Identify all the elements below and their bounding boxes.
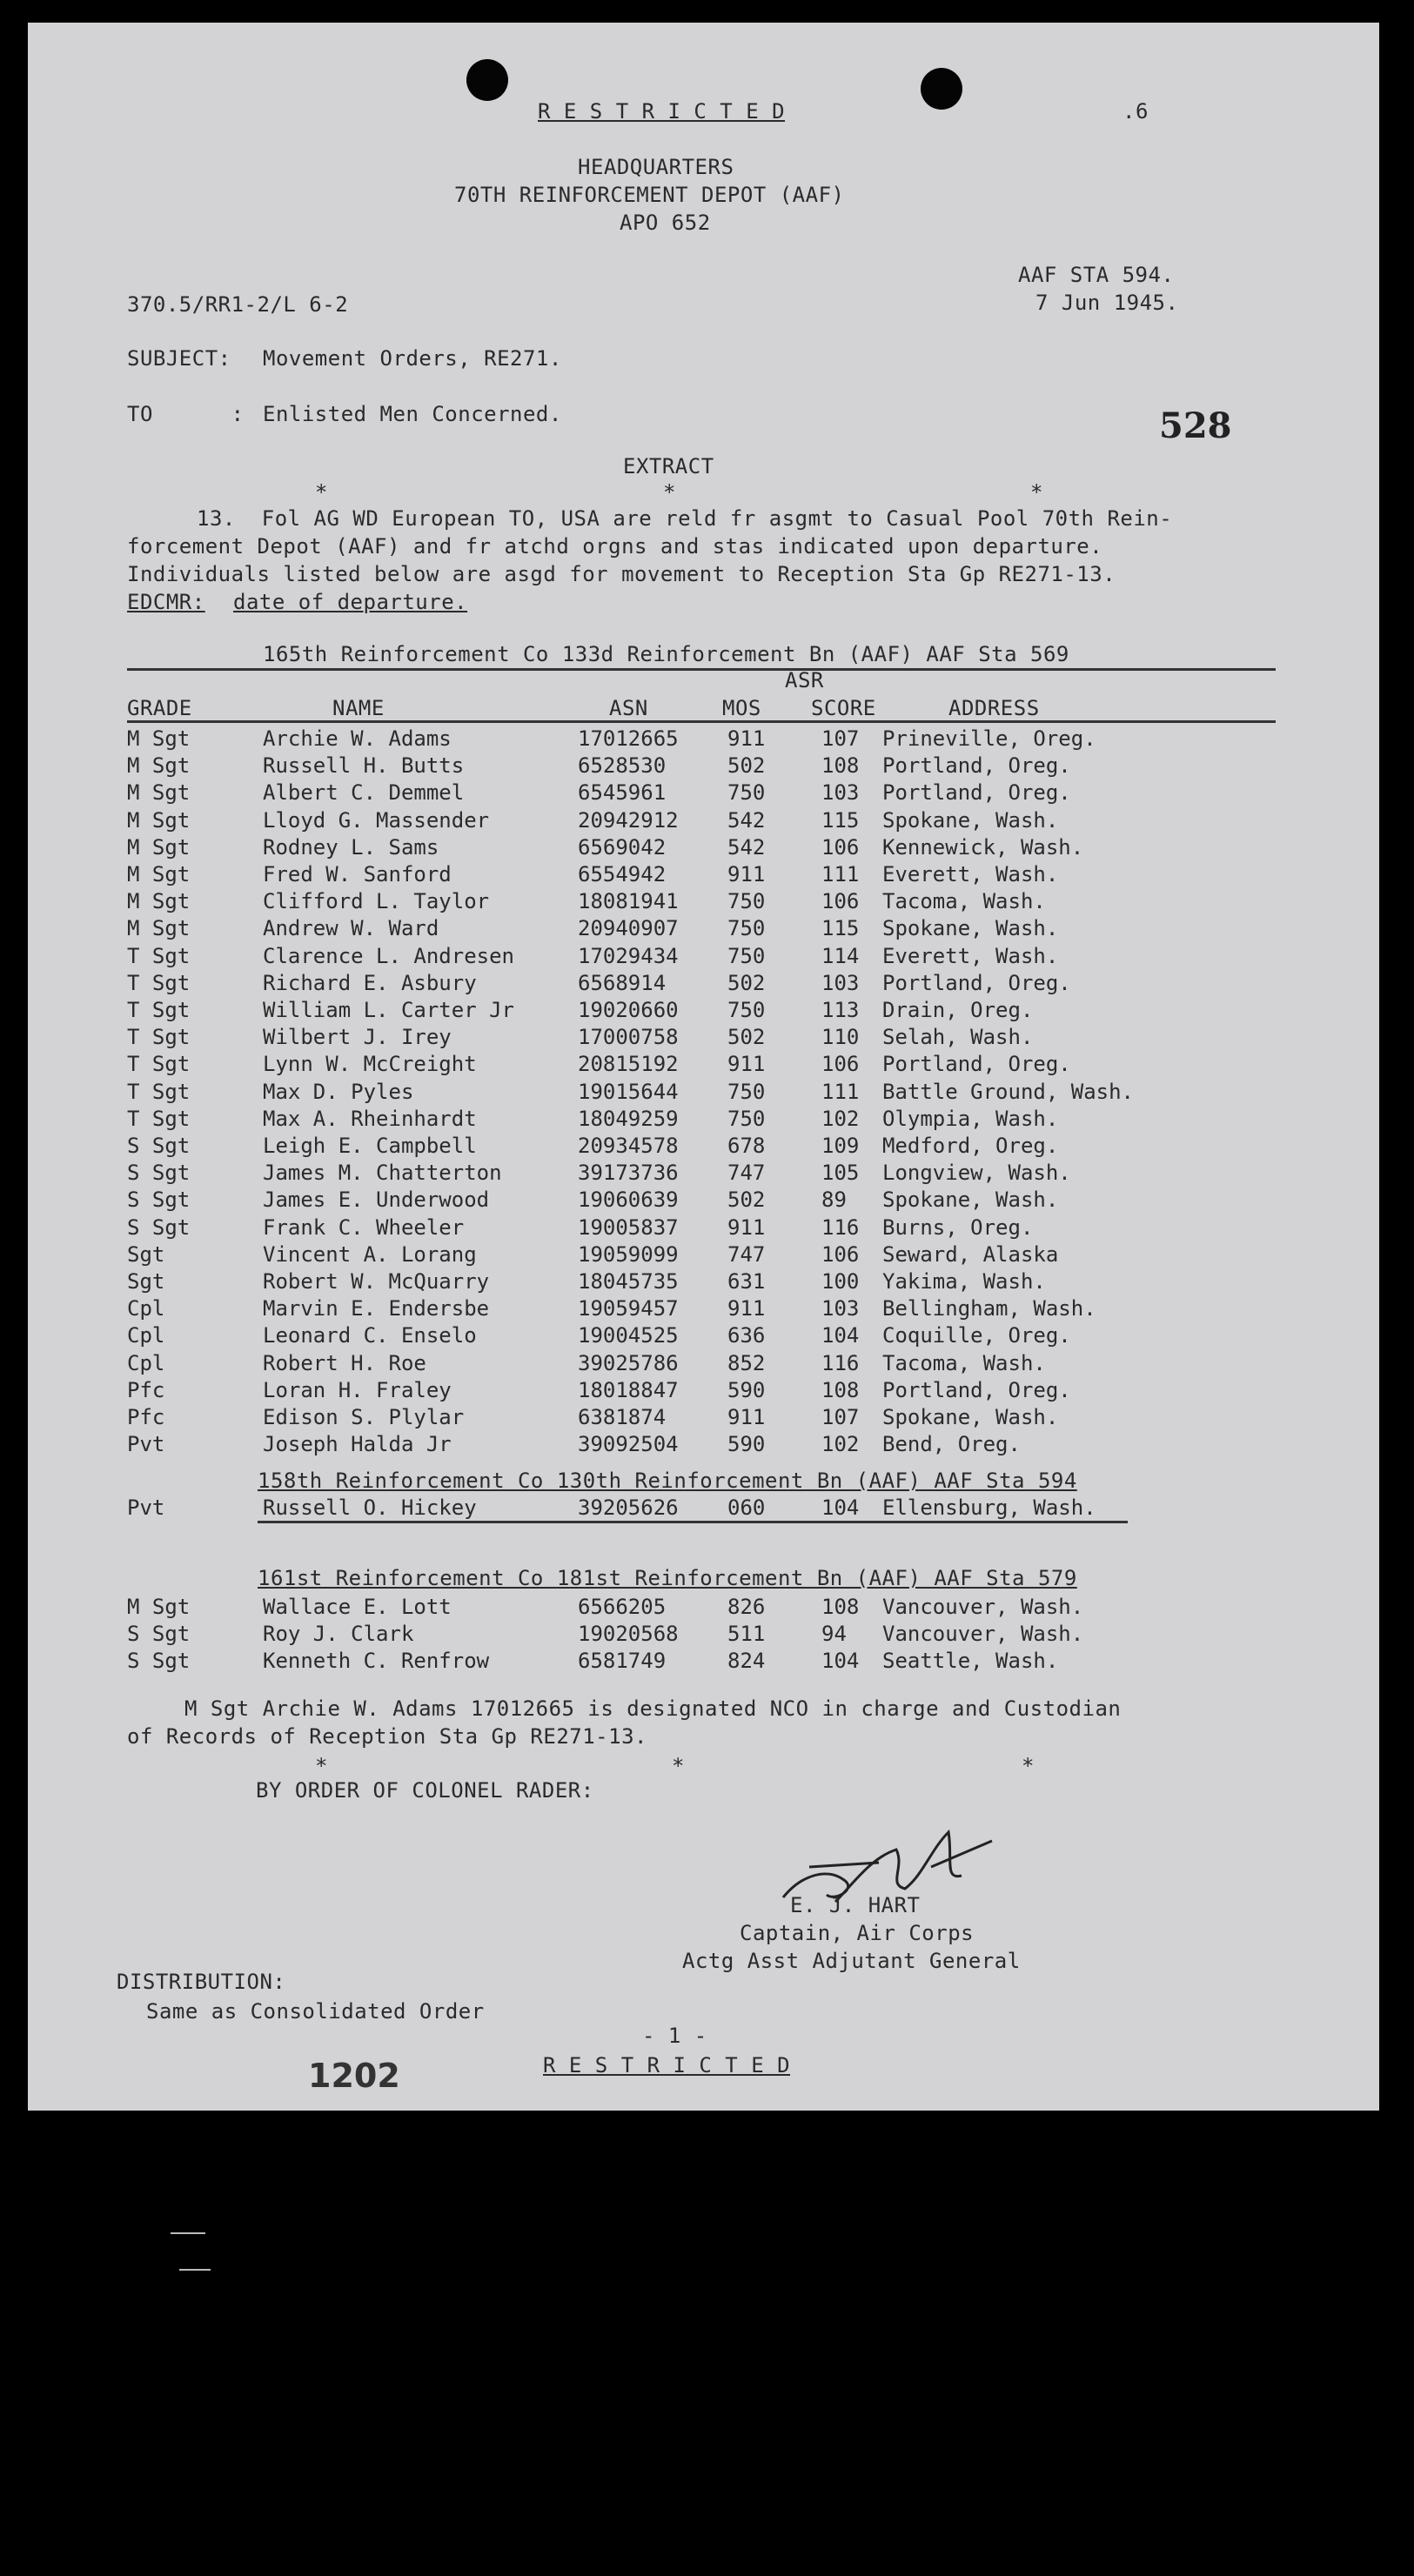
cell-name: Joseph Halda Jr: [263, 1432, 452, 1457]
asterisk-3: *: [1030, 480, 1043, 505]
cell-mos: 678: [727, 1134, 766, 1158]
restricted-header: R E S T R I C T E D: [538, 99, 786, 124]
cell-asn: 18049259: [578, 1106, 679, 1131]
cell-grade: M Sgt: [127, 916, 191, 941]
hq-line-2: 70TH REINFORCEMENT DEPOT (AAF): [454, 183, 845, 207]
cell-score: 106: [821, 889, 860, 914]
to-text: Enlisted Men Concerned.: [263, 402, 562, 426]
cell-address: Ellensburg, Wash.: [882, 1495, 1096, 1520]
cell-mos: 747: [727, 1241, 766, 1267]
cell-score: 106: [821, 1052, 860, 1077]
cell-address: Selah, Wash.: [882, 1025, 1034, 1050]
cell-name: Roy J. Clark: [263, 1622, 414, 1647]
signer-rank: Captain, Air Corps: [740, 1921, 975, 1945]
cell-grade: S Sgt: [127, 1161, 191, 1186]
cell-mos: 911: [727, 1296, 766, 1321]
cell-address: Olympia, Wash.: [882, 1106, 1059, 1131]
to-label: TO :: [127, 402, 245, 426]
cell-address: Portland, Oreg.: [882, 753, 1071, 779]
cell-grade: M Sgt: [127, 807, 191, 833]
cell-address: Burns, Oreg.: [882, 1214, 1034, 1240]
cell-name: Wilbert J. Irey: [263, 1025, 452, 1050]
cell-name: Clifford L. Taylor: [263, 889, 490, 914]
cell-address: Bend, Oreg.: [882, 1432, 1021, 1457]
cell-score: 94: [821, 1622, 847, 1647]
cell-score: 107: [821, 1405, 860, 1429]
cell-asn: 20942912: [578, 807, 679, 833]
cell-name: William L. Carter Jr: [263, 998, 514, 1022]
cell-asn: 6528530: [578, 753, 667, 779]
cell-name: Wallace E. Lott: [263, 1595, 452, 1619]
cell-name: Loran H. Fraley: [263, 1377, 452, 1402]
cell-grade: T Sgt: [127, 998, 191, 1022]
cell-grade: T Sgt: [127, 1025, 191, 1050]
hq-line-1: HEADQUARTERS: [578, 155, 734, 179]
cell-asn: 6569042: [578, 834, 667, 860]
cell-address: Spokane, Wash.: [882, 1188, 1059, 1213]
cell-address: Medford, Oreg.: [882, 1134, 1059, 1158]
cell-asn: 17029434: [578, 943, 679, 968]
cell-mos: 911: [727, 862, 766, 887]
cell-mos: 060: [727, 1495, 766, 1520]
cell-name: Russell H. Butts: [263, 753, 465, 779]
cell-mos: 542: [727, 807, 766, 833]
column-header-mos: MOS: [722, 696, 761, 720]
cell-address: Battle Ground, Wash.: [882, 1079, 1134, 1104]
cell-grade: T Sgt: [127, 1052, 191, 1077]
column-header-grade: GRADE: [127, 696, 192, 720]
cell-name: Clarence L. Andresen: [263, 943, 514, 968]
cell-grade: M Sgt: [127, 834, 191, 860]
cell-score: 103: [821, 970, 860, 995]
cell-asn: 18018847: [578, 1377, 679, 1402]
cell-score: 105: [821, 1161, 860, 1186]
cell-mos: 911: [727, 1214, 766, 1240]
cell-score: 111: [821, 1079, 860, 1104]
cell-score: 106: [821, 834, 860, 860]
cell-address: Longview, Wash.: [882, 1161, 1071, 1186]
asterisk-5: *: [672, 1754, 685, 1778]
cell-name: Frank C. Wheeler: [263, 1214, 465, 1240]
edcmr-text: date of departure.: [233, 590, 468, 614]
column-header-address: ADDRESS: [948, 696, 1040, 720]
cell-score: 116: [821, 1350, 860, 1375]
cell-address: Yakima, Wash.: [882, 1269, 1046, 1294]
cell-score: 89: [821, 1188, 847, 1213]
cell-score: 102: [821, 1106, 860, 1131]
cell-score: 111: [821, 862, 860, 887]
cell-grade: M Sgt: [127, 862, 191, 887]
header-rule: [127, 720, 1276, 723]
cell-name: Max D. Pyles: [263, 1079, 414, 1104]
subject-text: Movement Orders, RE271.: [263, 346, 562, 371]
cell-asn: 6566205: [578, 1595, 667, 1619]
cell-grade: M Sgt: [127, 889, 191, 914]
section-title-1: 165th Reinforcement Co 133d Reinforcement Bn (AAF) AAF Sta 569: [263, 642, 1069, 666]
cell-grade: T Sgt: [127, 1079, 191, 1104]
nco-line-2: of Records of Reception Sta Gp RE271-13.: [127, 1724, 647, 1749]
order-date: 7 Jun 1945.: [1035, 291, 1179, 315]
cell-asn: 19020568: [578, 1622, 679, 1647]
cell-mos: 542: [727, 834, 766, 860]
cell-name: Lloyd G. Massender: [263, 807, 490, 833]
cell-grade: S Sgt: [127, 1188, 191, 1213]
hq-line-3: APO 652: [620, 211, 711, 235]
cell-score: 116: [821, 1214, 860, 1240]
cell-score: 104: [821, 1495, 860, 1520]
cell-name: Kenneth C. Renfrow: [263, 1649, 490, 1674]
cell-name: Vincent A. Lorang: [263, 1241, 477, 1267]
cell-score: 107: [821, 726, 860, 751]
cell-mos: 590: [727, 1377, 766, 1402]
cell-asn: 20934578: [578, 1134, 679, 1158]
cell-score: 114: [821, 943, 860, 968]
cell-name: Andrew W. Ward: [263, 916, 439, 941]
document-page: [28, 23, 1379, 2111]
cell-name: Marvin E. Endersbe: [263, 1296, 490, 1321]
file-reference: 370.5/RR1-2/L 6-2: [127, 292, 349, 317]
cell-name: Leigh E. Campbell: [263, 1134, 477, 1158]
subject-label: SUBJECT:: [127, 346, 231, 371]
cell-asn: 19059099: [578, 1241, 679, 1267]
cell-name: Lynn W. McCreight: [263, 1052, 477, 1077]
paragraph-line-2: forcement Depot (AAF) and fr atchd orgns and stas indicated upon departure.: [127, 534, 1103, 559]
cell-asn: 6568914: [578, 970, 667, 995]
cell-grade: S Sgt: [127, 1649, 191, 1674]
cell-name: Max A. Rheinhardt: [263, 1106, 477, 1131]
cell-name: James E. Underwood: [263, 1188, 490, 1213]
cell-address: Vancouver, Wash.: [882, 1595, 1084, 1619]
cell-address: Everett, Wash.: [882, 862, 1059, 887]
asterisk-2: *: [663, 480, 676, 505]
cell-asn: 6581749: [578, 1649, 667, 1674]
cell-asn: 19059457: [578, 1296, 679, 1321]
cell-mos: 750: [727, 998, 766, 1022]
cell-mos: 502: [727, 970, 766, 995]
cell-grade: Cpl: [127, 1350, 165, 1375]
cell-score: 108: [821, 753, 860, 779]
cell-grade: S Sgt: [127, 1134, 191, 1158]
cell-mos: 502: [727, 1025, 766, 1050]
cell-asn: 17000758: [578, 1025, 679, 1050]
cell-score: 100: [821, 1269, 860, 1294]
cell-mos: 636: [727, 1323, 766, 1348]
cell-grade: Pfc: [127, 1405, 165, 1429]
cell-grade: M Sgt: [127, 1595, 191, 1619]
punch-hole-right: [921, 68, 962, 110]
stamp-number: 1202: [308, 2057, 400, 2095]
section-rule-1: [127, 668, 1276, 671]
cell-name: James M. Chatterton: [263, 1161, 502, 1186]
cell-address: Portland, Oreg.: [882, 1052, 1071, 1077]
cell-asn: 39025786: [578, 1350, 679, 1375]
cell-mos: 911: [727, 726, 766, 751]
cell-grade: Cpl: [127, 1323, 165, 1348]
cell-asn: 39205626: [578, 1495, 679, 1520]
signer-name: E. J. HART: [790, 1893, 921, 1917]
asterisk-4: *: [315, 1754, 328, 1778]
asterisk-6: *: [1022, 1754, 1035, 1778]
cell-address: Everett, Wash.: [882, 943, 1059, 968]
cell-asn: 6554942: [578, 862, 667, 887]
nco-line-1: M Sgt Archie W. Adams 17012665 is designated NCO in charge and Custodian: [184, 1696, 1122, 1721]
cell-mos: 502: [727, 1188, 766, 1213]
section-title-2: 158th Reinforcement Co 130th Reinforcement Bn (AAF) AAF Sta 594: [258, 1469, 1077, 1493]
cell-mos: 911: [727, 1052, 766, 1077]
distribution-label: DISTRIBUTION:: [117, 1970, 286, 1994]
cell-asn: 39173736: [578, 1161, 679, 1186]
cell-mos: 590: [727, 1432, 766, 1457]
cell-asn: 17012665: [578, 726, 679, 751]
asterisk-1: *: [315, 480, 328, 505]
cell-asn: 19015644: [578, 1079, 679, 1104]
film-mark-2: [179, 2269, 211, 2271]
by-order-line: BY ORDER OF COLONEL RADER:: [256, 1778, 594, 1803]
column-header-asr-top: ASR: [785, 668, 824, 693]
edcmr-label: EDCMR:: [127, 590, 205, 614]
cell-name: Robert H. Roe: [263, 1350, 426, 1375]
cell-grade: T Sgt: [127, 943, 191, 968]
cell-grade: T Sgt: [127, 970, 191, 995]
cell-asn: 6545961: [578, 780, 667, 806]
section-title-3: 161st Reinforcement Co 181st Reinforcement Bn (AAF) AAF Sta 579: [258, 1566, 1077, 1590]
cell-asn: 19005837: [578, 1214, 679, 1240]
cell-mos: 911: [727, 1405, 766, 1429]
cell-grade: Sgt: [127, 1269, 165, 1294]
cell-score: 108: [821, 1595, 860, 1619]
cell-mos: 747: [727, 1161, 766, 1186]
cell-score: 115: [821, 807, 860, 833]
cell-address: Seattle, Wash.: [882, 1649, 1059, 1674]
cell-mos: 750: [727, 1106, 766, 1131]
signer-title: Actg Asst Adjutant General: [682, 1949, 1021, 1973]
cell-name: Robert W. McQuarry: [263, 1269, 490, 1294]
cell-name: Rodney L. Sams: [263, 834, 439, 860]
restricted-footer: R E S T R I C T E D: [543, 2053, 791, 2078]
cell-mos: 511: [727, 1622, 766, 1647]
cell-score: 103: [821, 780, 860, 806]
cell-score: 106: [821, 1241, 860, 1267]
cell-address: Drain, Oreg.: [882, 998, 1034, 1022]
cell-address: Vancouver, Wash.: [882, 1622, 1084, 1647]
cell-address: Kennewick, Wash.: [882, 834, 1084, 860]
cell-grade: S Sgt: [127, 1622, 191, 1647]
cell-asn: 19060639: [578, 1188, 679, 1213]
cell-address: Seward, Alaska: [882, 1241, 1059, 1267]
cell-address: Tacoma, Wash.: [882, 1350, 1046, 1375]
cell-grade: Cpl: [127, 1296, 165, 1321]
cell-address: Prineville, Oreg.: [882, 726, 1096, 751]
cell-address: Bellingham, Wash.: [882, 1296, 1096, 1321]
section-rule-2: [258, 1521, 1128, 1523]
cell-mos: 750: [727, 889, 766, 914]
cell-asn: 6381874: [578, 1405, 667, 1429]
page-mark: .6: [1122, 99, 1149, 124]
cell-name: Fred W. Sanford: [263, 862, 452, 887]
cell-asn: 20815192: [578, 1052, 679, 1077]
cell-asn: 19004525: [578, 1323, 679, 1348]
cell-grade: M Sgt: [127, 780, 191, 806]
column-header-name: NAME: [332, 696, 385, 720]
punch-hole-left: [466, 59, 508, 101]
cell-grade: Sgt: [127, 1241, 165, 1267]
cell-name: Richard E. Asbury: [263, 970, 477, 995]
cell-grade: M Sgt: [127, 753, 191, 779]
cell-asn: 39092504: [578, 1432, 679, 1457]
cell-asn: 19020660: [578, 998, 679, 1022]
cell-score: 113: [821, 998, 860, 1022]
station: AAF STA 594.: [1018, 263, 1175, 287]
cell-address: Spokane, Wash.: [882, 807, 1059, 833]
cell-name: Archie W. Adams: [263, 726, 452, 751]
cell-grade: Pfc: [127, 1377, 165, 1402]
cell-score: 108: [821, 1377, 860, 1402]
cell-score: 104: [821, 1649, 860, 1674]
cell-mos: 502: [727, 753, 766, 779]
column-header-asn: ASN: [609, 696, 648, 720]
cell-score: 110: [821, 1025, 860, 1050]
column-header-score: SCORE: [811, 696, 876, 720]
cell-grade: T Sgt: [127, 1106, 191, 1131]
cell-grade: Pvt: [127, 1432, 165, 1457]
cell-name: Russell O. Hickey: [263, 1495, 477, 1520]
cell-asn: 20940907: [578, 916, 679, 941]
distribution-text: Same as Consolidated Order: [146, 1999, 485, 2024]
cell-grade: Pvt: [127, 1495, 165, 1520]
cell-address: Spokane, Wash.: [882, 1405, 1059, 1429]
document-number: 528: [1159, 405, 1232, 446]
cell-address: Spokane, Wash.: [882, 916, 1059, 941]
paragraph-line-3: Individuals listed below are asgd for movement to Reception Sta Gp RE271-13.: [127, 562, 1116, 586]
film-mark-1: [171, 2232, 205, 2234]
cell-mos: 750: [727, 1079, 766, 1104]
cell-score: 115: [821, 916, 860, 941]
cell-name: Leonard C. Enselo: [263, 1323, 477, 1348]
cell-name: Edison S. Plylar: [263, 1405, 465, 1429]
cell-address: Tacoma, Wash.: [882, 889, 1046, 914]
cell-asn: 18081941: [578, 889, 679, 914]
cell-score: 104: [821, 1323, 860, 1348]
cell-mos: 750: [727, 916, 766, 941]
cell-score: 109: [821, 1134, 860, 1158]
cell-grade: S Sgt: [127, 1214, 191, 1240]
cell-grade: M Sgt: [127, 726, 191, 751]
cell-mos: 750: [727, 780, 766, 806]
cell-name: Albert C. Demmel: [263, 780, 465, 806]
cell-mos: 631: [727, 1269, 766, 1294]
cell-mos: 826: [727, 1595, 766, 1619]
cell-address: Portland, Oreg.: [882, 780, 1071, 806]
cell-address: Portland, Oreg.: [882, 1377, 1071, 1402]
cell-score: 103: [821, 1296, 860, 1321]
cell-score: 102: [821, 1432, 860, 1457]
page-number: - 1 -: [642, 2024, 707, 2048]
cell-mos: 824: [727, 1649, 766, 1674]
extract-heading: EXTRACT: [623, 454, 714, 478]
cell-mos: 852: [727, 1350, 766, 1375]
cell-address: Coquille, Oreg.: [882, 1323, 1071, 1348]
cell-asn: 18045735: [578, 1269, 679, 1294]
cell-address: Portland, Oreg.: [882, 970, 1071, 995]
paragraph-line-1: 13. Fol AG WD European TO, USA are reld fr asgmt to Casual Pool 70th Rein-: [197, 506, 1173, 531]
cell-mos: 750: [727, 943, 766, 968]
